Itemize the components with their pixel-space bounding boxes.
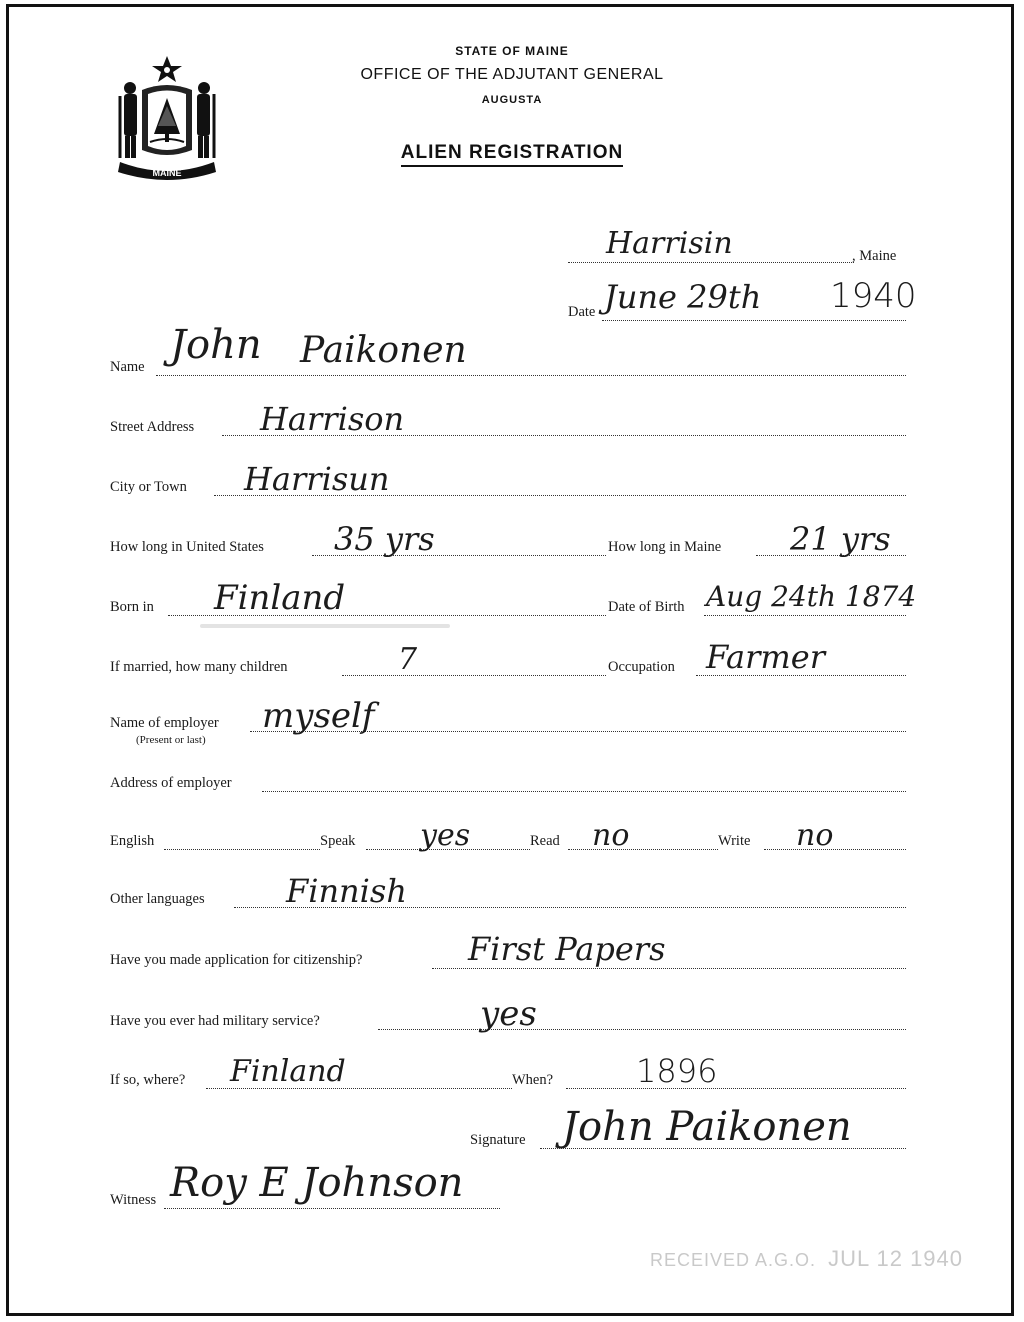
employer-address-label: Address of employer	[110, 775, 232, 791]
speak-label: Speak	[320, 833, 356, 849]
citizenship-line	[432, 968, 906, 969]
date-year-value: 1940	[830, 276, 917, 316]
smudge-mark	[200, 624, 450, 628]
children-label: If married, how many children	[110, 659, 288, 675]
page-title-text: ALIEN REGISTRATION	[401, 142, 623, 167]
header-state: STATE OF MAINE	[455, 44, 569, 58]
read-label: Read	[530, 833, 560, 849]
write-label: Write	[718, 833, 751, 849]
date-of-birth-line	[704, 615, 906, 616]
how-long-us-label: How long in United States	[110, 539, 264, 555]
street-address-value: Harrison	[260, 400, 405, 438]
military-label: Have you ever had military service?	[110, 1013, 320, 1029]
read-line	[568, 849, 718, 850]
date-line	[602, 320, 906, 321]
date-label: Date	[568, 304, 596, 320]
town-line	[568, 262, 854, 263]
witness-line	[164, 1208, 500, 1209]
page-title	[0, 142, 1024, 164]
citizenship-label: Have you made application for citizenship?	[110, 952, 363, 968]
occupation-value: Farmer	[706, 638, 825, 676]
header-city: AUGUSTA	[481, 94, 543, 106]
city-town-label: City or Town	[110, 479, 187, 495]
how-long-maine-label: How long in Maine	[608, 539, 722, 555]
city-town-value: Harrisun	[244, 460, 390, 498]
employer-label: Name of employer	[110, 715, 219, 731]
when-line	[566, 1088, 906, 1089]
received-stamp	[650, 1246, 963, 1272]
how-long-maine-value: 21 yrs	[790, 520, 891, 558]
where-label: If so, where?	[110, 1072, 186, 1088]
employer-value: myself	[262, 696, 375, 736]
signature-value: John Paikonen	[562, 1104, 852, 1150]
received-stamp-date: JUL 12 1940	[828, 1246, 964, 1271]
town-value: Harrisin	[606, 226, 733, 261]
english-label: English	[110, 833, 155, 849]
english-line	[164, 849, 320, 850]
children-value: 7	[398, 642, 418, 677]
other-languages-value: Finnish	[286, 872, 407, 910]
where-value: Finland	[230, 1054, 346, 1089]
date-month-day-value: June 29th	[604, 278, 762, 316]
children-line	[342, 675, 606, 676]
signature-label: Signature	[470, 1132, 526, 1148]
other-languages-label: Other languages	[110, 891, 205, 907]
born-in-value: Finland	[214, 578, 346, 618]
military-value: yes	[480, 994, 537, 1034]
seal-banner-text: MAINE	[152, 168, 182, 178]
speak-value: yes	[420, 818, 471, 853]
write-line	[764, 849, 906, 850]
name-last-value: Paikonen	[300, 330, 467, 371]
witness-value: Roy E Johnson	[170, 1160, 464, 1206]
name-label: Name	[110, 359, 145, 375]
maine-label: , Maine	[852, 248, 897, 264]
military-line	[378, 1029, 906, 1030]
when-label: When?	[512, 1072, 554, 1088]
born-in-label: Born in	[110, 599, 154, 615]
street-address-label: Street Address	[110, 419, 195, 435]
citizenship-value: First Papers	[468, 930, 666, 968]
occupation-label: Occupation	[608, 659, 675, 675]
date-of-birth-label: Date of Birth	[608, 599, 685, 615]
name-first-value: John	[170, 322, 262, 368]
employer-address-line	[262, 791, 906, 792]
header-office: OFFICE OF THE ADJUTANT GENERAL	[360, 66, 664, 83]
received-stamp-text: RECEIVED A.G.O.	[650, 1250, 817, 1270]
name-line	[156, 375, 906, 376]
when-value: 1896	[636, 1052, 718, 1090]
read-value: no	[592, 818, 630, 853]
employer-note: (Present or last)	[136, 734, 206, 746]
date-of-birth-value: Aug 24th 1874	[706, 580, 917, 613]
witness-label: Witness	[110, 1192, 157, 1208]
write-value: no	[796, 818, 834, 853]
how-long-us-value: 35 yrs	[334, 520, 435, 558]
